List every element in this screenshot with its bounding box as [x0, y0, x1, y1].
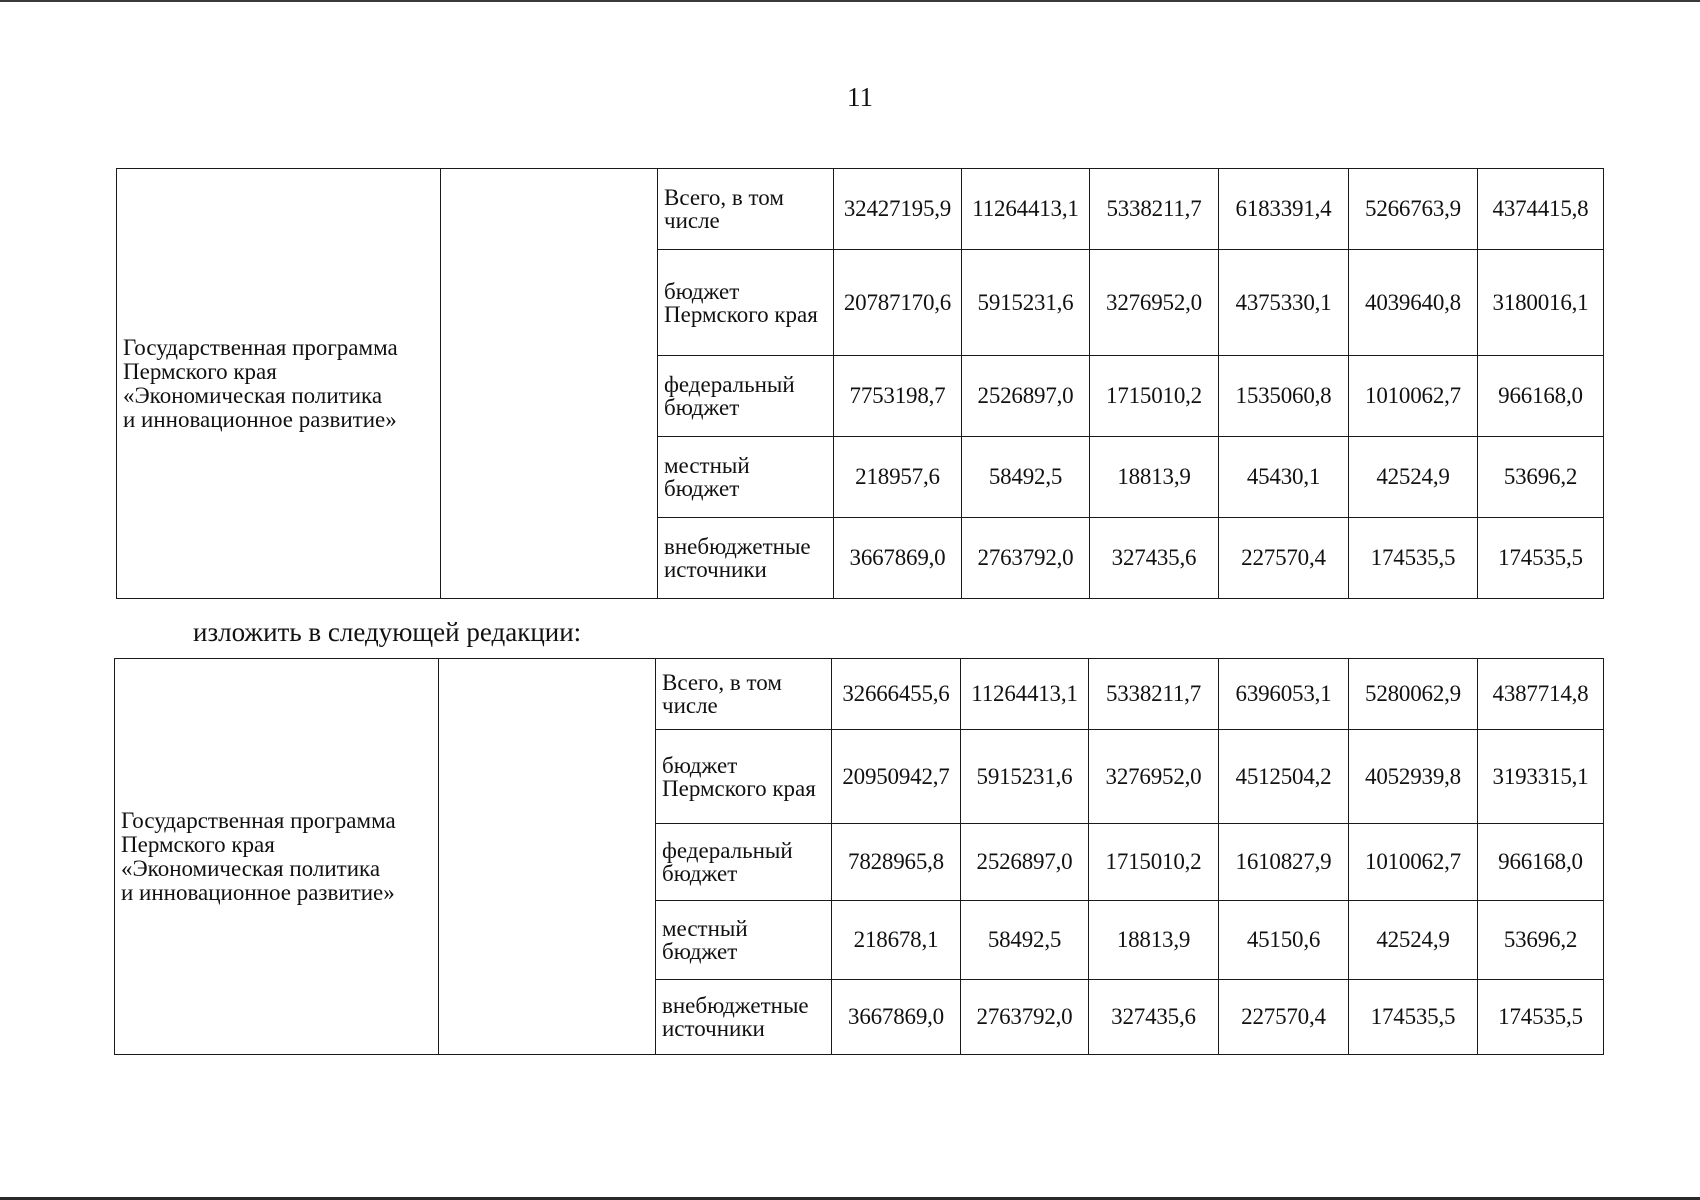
value-cell: 32666455,6	[832, 659, 961, 730]
page-number: 11	[847, 82, 873, 112]
value-cell: 53696,2	[1478, 901, 1604, 980]
funding-source-cell: местный бюджет	[658, 437, 834, 518]
value-cell: 53696,2	[1478, 437, 1604, 518]
value-cell: 4512504,2	[1219, 730, 1349, 824]
value-cell: 18813,9	[1089, 901, 1219, 980]
blank-cell	[439, 659, 656, 1055]
program-name-cell	[115, 659, 439, 1055]
blank-cell	[441, 169, 658, 599]
value-cell: 7753198,7	[834, 356, 962, 437]
value-cell: 174535,5	[1349, 518, 1478, 599]
value-cell: 58492,5	[962, 437, 1090, 518]
value-cell: 58492,5	[961, 901, 1089, 980]
value-cell: 5915231,6	[961, 730, 1089, 824]
value-cell: 2526897,0	[961, 824, 1089, 901]
value-cell: 5915231,6	[962, 250, 1090, 356]
value-cell: 6183391,4	[1219, 169, 1349, 250]
value-cell: 4374415,8	[1478, 169, 1604, 250]
value-cell: 1535060,8	[1219, 356, 1349, 437]
program-name-cell	[117, 169, 441, 599]
value-cell: 227570,4	[1219, 980, 1349, 1055]
value-cell: 20950942,7	[832, 730, 961, 824]
funding-source-cell: Всего, в том числе	[656, 659, 832, 730]
value-cell: 32427195,9	[834, 169, 962, 250]
value-cell: 327435,6	[1089, 980, 1219, 1055]
value-cell: 5338211,7	[1090, 169, 1219, 250]
value-cell: 3276952,0	[1089, 730, 1219, 824]
table-row	[117, 169, 1604, 250]
value-cell: 18813,9	[1090, 437, 1219, 518]
value-cell: 1010062,7	[1349, 824, 1478, 901]
funding-source-cell: бюджет Пермского края	[658, 250, 834, 356]
value-cell: 6396053,1	[1219, 659, 1349, 730]
value-cell: 3667869,0	[832, 980, 961, 1055]
value-cell: 3193315,1	[1478, 730, 1604, 824]
value-cell: 11264413,1	[961, 659, 1089, 730]
value-cell: 2763792,0	[961, 980, 1089, 1055]
value-cell: 174535,5	[1349, 980, 1478, 1055]
value-cell: 4052939,8	[1349, 730, 1478, 824]
value-cell: 174535,5	[1478, 980, 1604, 1055]
value-cell: 3276952,0	[1090, 250, 1219, 356]
table-row	[115, 659, 1604, 730]
value-cell: 3667869,0	[834, 518, 962, 599]
value-cell: 42524,9	[1349, 437, 1478, 518]
value-cell: 45430,1	[1219, 437, 1349, 518]
program-name-line: Пермского края	[121, 831, 275, 857]
funding-source-cell: местный бюджет	[656, 901, 832, 980]
value-cell: 4039640,8	[1349, 250, 1478, 356]
value-cell: 4375330,1	[1219, 250, 1349, 356]
value-cell: 966168,0	[1478, 356, 1604, 437]
value-cell: 20787170,6	[834, 250, 962, 356]
value-cell: 5338211,7	[1089, 659, 1219, 730]
value-cell: 11264413,1	[962, 169, 1090, 250]
budget-table-current	[116, 168, 1604, 599]
value-cell: 42524,9	[1349, 901, 1478, 980]
value-cell: 5280062,9	[1349, 659, 1478, 730]
program-name-line: и инновационное развитие»	[121, 879, 395, 905]
funding-source-cell: федеральный бюджет	[658, 356, 834, 437]
funding-source-cell: Всего, в том числе	[658, 169, 834, 250]
scan-edge-top	[0, 0, 1700, 2]
funding-source-cell: внебюджетные источники	[656, 980, 832, 1055]
value-cell: 227570,4	[1219, 518, 1349, 599]
value-cell: 218957,6	[834, 437, 962, 518]
value-cell: 1715010,2	[1090, 356, 1219, 437]
budget-table-amended	[114, 658, 1604, 1055]
value-cell: 2763792,0	[962, 518, 1090, 599]
value-cell: 2526897,0	[962, 356, 1090, 437]
value-cell: 5266763,9	[1349, 169, 1478, 250]
value-cell: 174535,5	[1478, 518, 1604, 599]
value-cell: 7828965,8	[832, 824, 961, 901]
program-name-line: «Экономическая политика	[123, 382, 383, 408]
value-cell: 3180016,1	[1478, 250, 1604, 356]
funding-source-cell: внебюджетные источники	[658, 518, 834, 599]
funding-source-cell: бюджет Пермского края	[656, 730, 832, 824]
program-name-line: «Экономическая политика	[121, 855, 381, 881]
value-cell: 1715010,2	[1089, 824, 1219, 901]
funding-source-cell: федеральный бюджет	[656, 824, 832, 901]
value-cell: 45150,6	[1219, 901, 1349, 980]
value-cell: 1010062,7	[1349, 356, 1478, 437]
value-cell: 218678,1	[832, 901, 961, 980]
program-name-line: Пермского края	[123, 358, 277, 384]
program-name-line: Государственная программа	[121, 807, 396, 833]
value-cell: 4387714,8	[1478, 659, 1604, 730]
amendment-phrase: изложить в следующей редакции:	[193, 617, 582, 647]
value-cell: 1610827,9	[1219, 824, 1349, 901]
value-cell: 966168,0	[1478, 824, 1604, 901]
program-name-line: и инновационное развитие»	[123, 406, 397, 432]
value-cell: 327435,6	[1090, 518, 1219, 599]
program-name-line: Государственная программа	[123, 334, 398, 360]
